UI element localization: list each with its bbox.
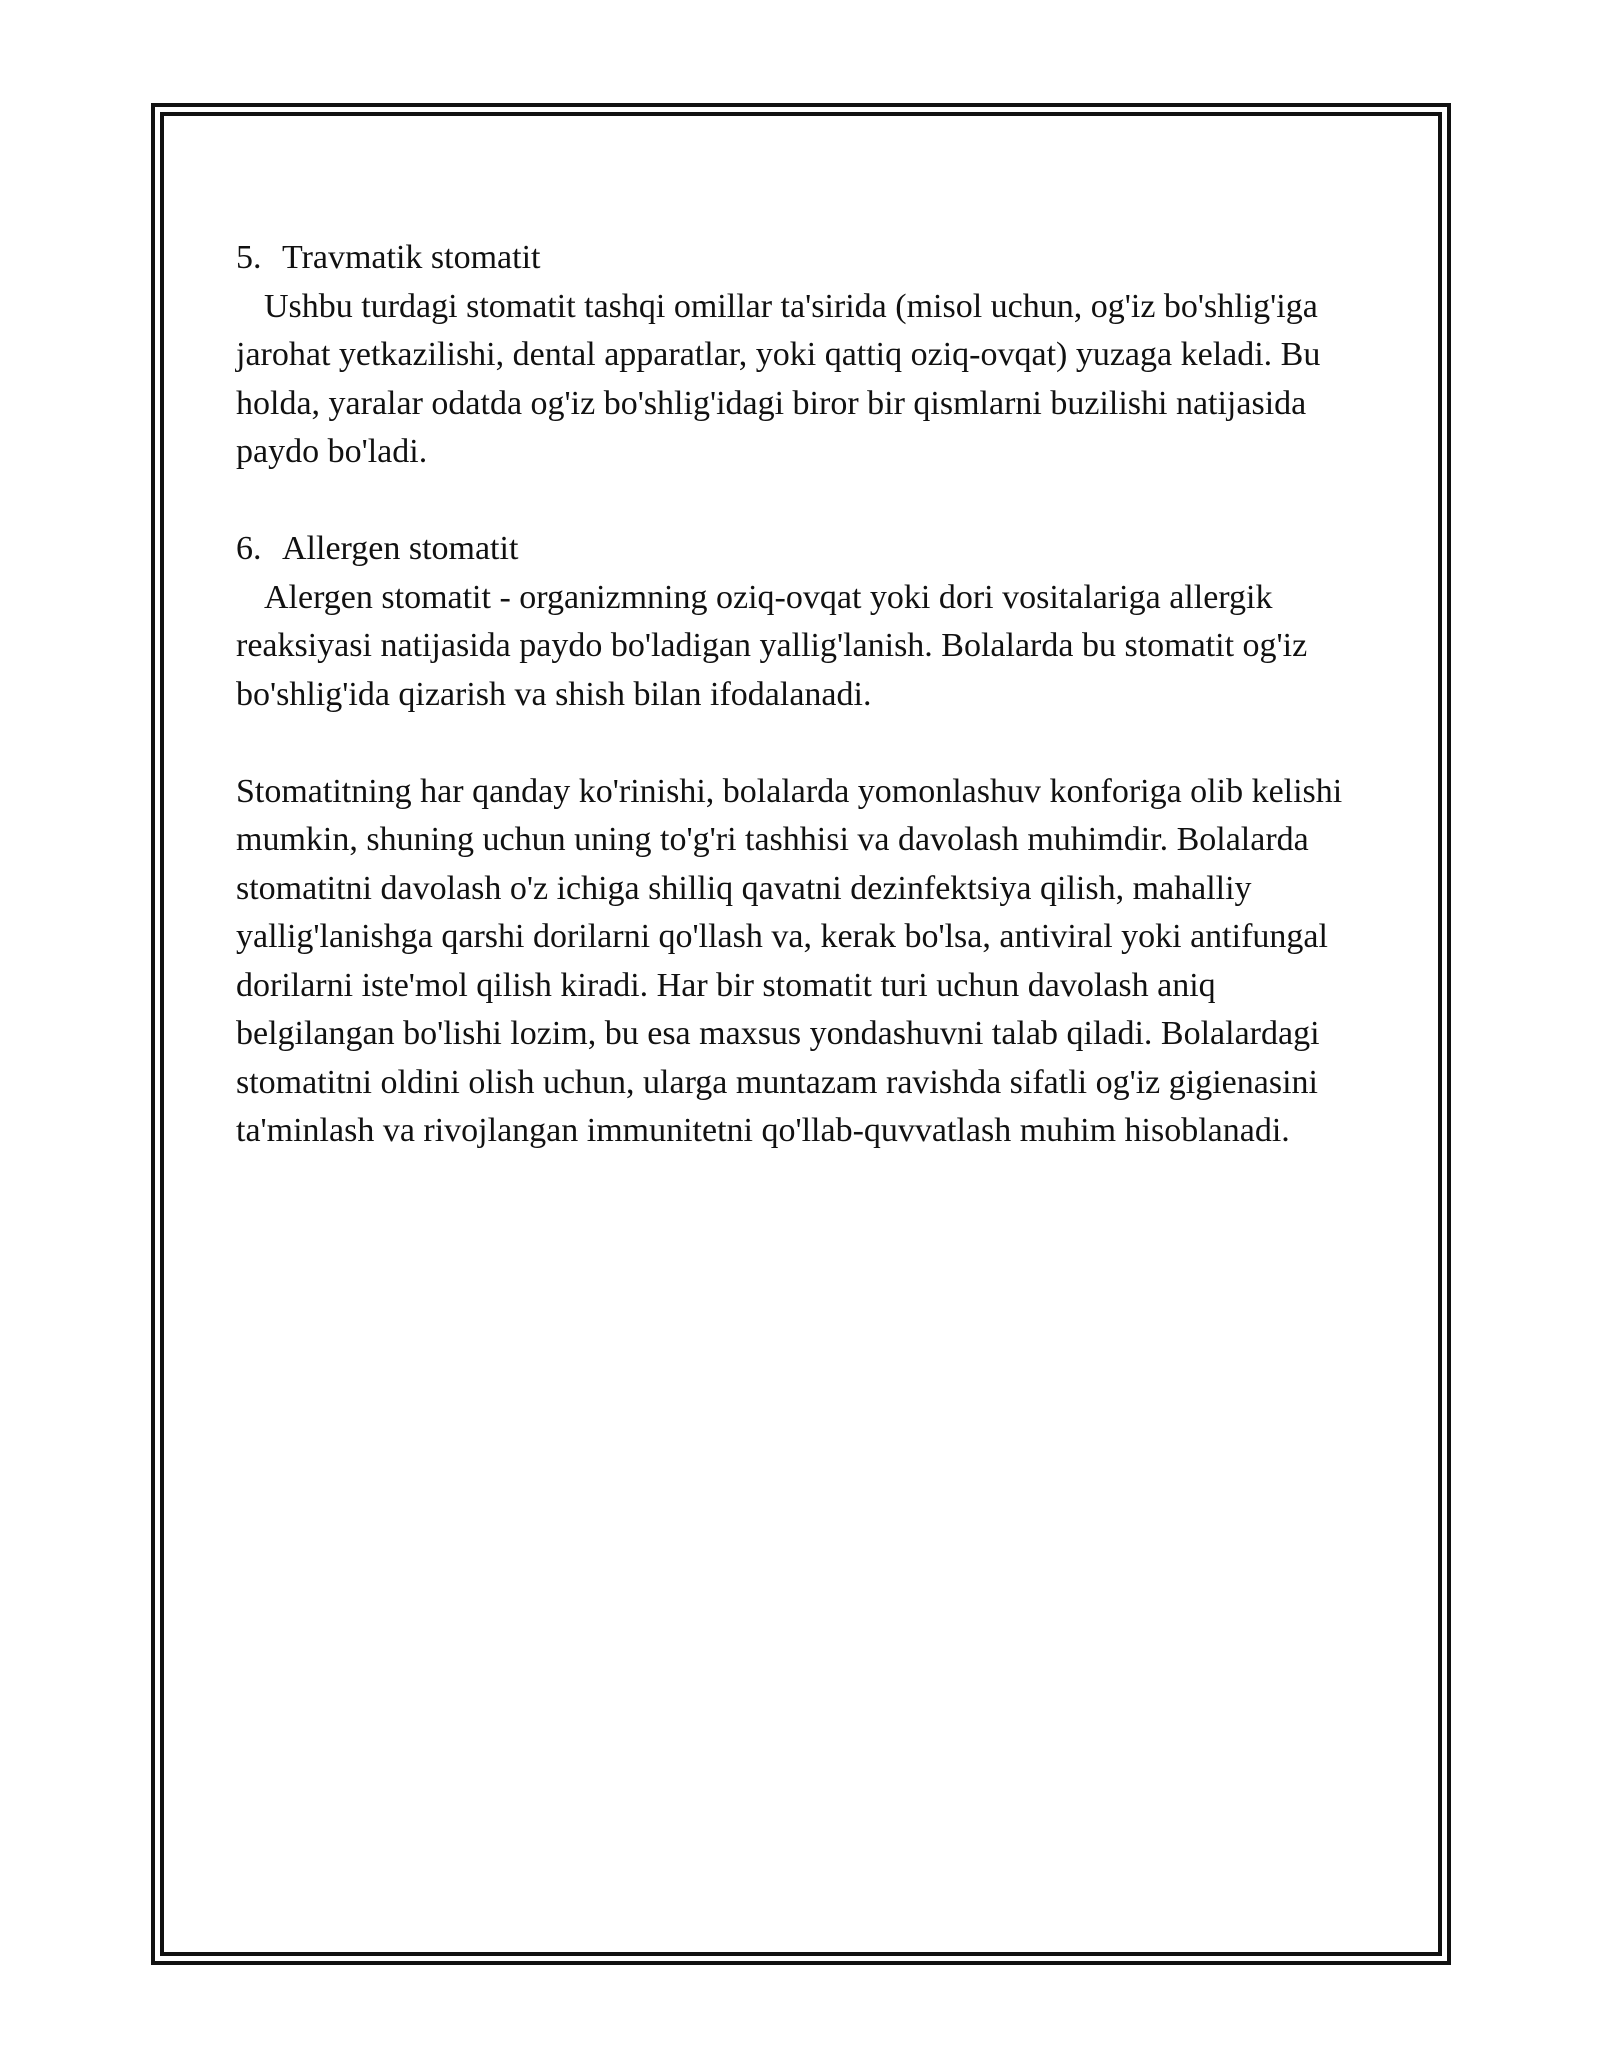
document-body	[236, 234, 1366, 1156]
conclusion-paragraph: Stomatitning har qanday ko'rinishi, bolalarda yomonlashuv konforiga olib kelishi mumkin, shuning uchun uning to'g'ri tashhisi va davolash muhimdir. Bolalarda stomatitni davolash o'z ichiga shilliq qavatni dezinfektsiya qilish, mahalliy yallig'lanishga qarshi dorilarni qo'llash va, kerak bo'lsa, antiviral yoki antifungal dorilarni iste'mol qilish kiradi. Har bir stomatit turi uchun davolash aniq belgilangan bo'lishi lozim, bu esa maxsus yondashuvni talab qiladi. Bolalardagi stomatitni oldini olish uchun, ularga muntazam ravishda sifatli og'iz gigienasini ta'minlash va rivojlangan immunitetni qo'llab-quvvatlash muhim hisoblanadi.	[236, 772, 1343, 1149]
section-title: Allergen stomatit	[282, 530, 519, 567]
section-heading-5	[236, 234, 1366, 283]
section-paragraph: Ushbu turdagi stomatit tashqi omillar ta'sirida (misol uchun, og'iz bo'shlig'iga jarohat yetkazilishi, dental apparatlar, yoki qattiq oziq-ovqat) yuzaga keladi. Bu holda, yaralar odatda og'iz bo'shlig'idagi biror bir qismlarni buzilishi natijasida paydo bo'ladi.	[236, 287, 1321, 470]
paragraph-spacer	[236, 477, 1366, 526]
section-paragraph: Alergen stomatit - organizmning oziq-ovqat yoki dori vositalariga allergik reaksiyasi natijasida paydo bo'ladigan yallig'lanish. Bolalarda bu stomatit og'iz bo'shlig'ida qizarish va shish bilan ifodalanadi.	[236, 578, 1308, 713]
section-number: 6.	[236, 530, 262, 567]
paragraph-spacer	[236, 719, 1366, 768]
section-heading-6	[236, 525, 1366, 574]
section-number: 5.	[236, 239, 262, 276]
section-title: Travmatik stomatit	[282, 239, 541, 276]
